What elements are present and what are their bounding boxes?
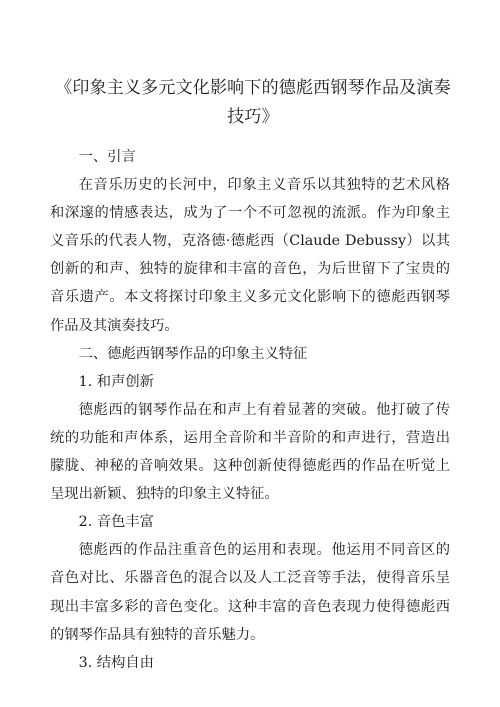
paragraph-timbre: 德彪西的作品注重音色的运用和表现。他运用不同音区的音色对比、乐器音色的混合以及人工泛音等手法，使得音乐呈现出丰富多彩的音色变化。这种丰富的音色表现力使得德彪西的钢琴作品具有独特的音乐魅力。 xyxy=(50,542,450,643)
subheading-timbre: 2. 音色丰富 xyxy=(78,514,154,531)
section-heading-introduction: 一、引言 xyxy=(78,149,136,165)
document-title: 《印象主义多元文化影响下的德彪西钢琴作品及演奏技巧》 xyxy=(55,78,451,127)
subheading-harmony: 1. 和声创新 xyxy=(78,373,154,390)
paragraph-harmony: 德彪西的钢琴作品在和声上有着显著的突破。他打破了传统的功能和声体系，运用全音阶和半音阶的和声进行，营造出朦胧、神秘的音响效果。这种创新使得德彪西的作品在听觉上呈现出新颖、独特的印象主义特征。 xyxy=(50,401,450,503)
section-heading-impressionist-features: 二、德彪西钢琴作品的印象主义特征 xyxy=(78,345,308,362)
subheading-structure: 3. 结构自由 xyxy=(78,654,154,671)
document-body xyxy=(50,143,450,677)
paragraph-introduction: 在音乐历史的长河中，印象主义音乐以其独特的艺术风格和深邃的情感表达，成为了一个不可忽视的流派。作为印象主义音乐的代表人物，克洛德·德彪西（Claude Debussy）以其创新的和声、独特的旋律和丰富的音色，为后世留下了宝贵的音乐遗产。本文将探讨印象主义多元文化影响下的德彪西钢琴作品及其演奏技巧。 xyxy=(50,177,450,334)
